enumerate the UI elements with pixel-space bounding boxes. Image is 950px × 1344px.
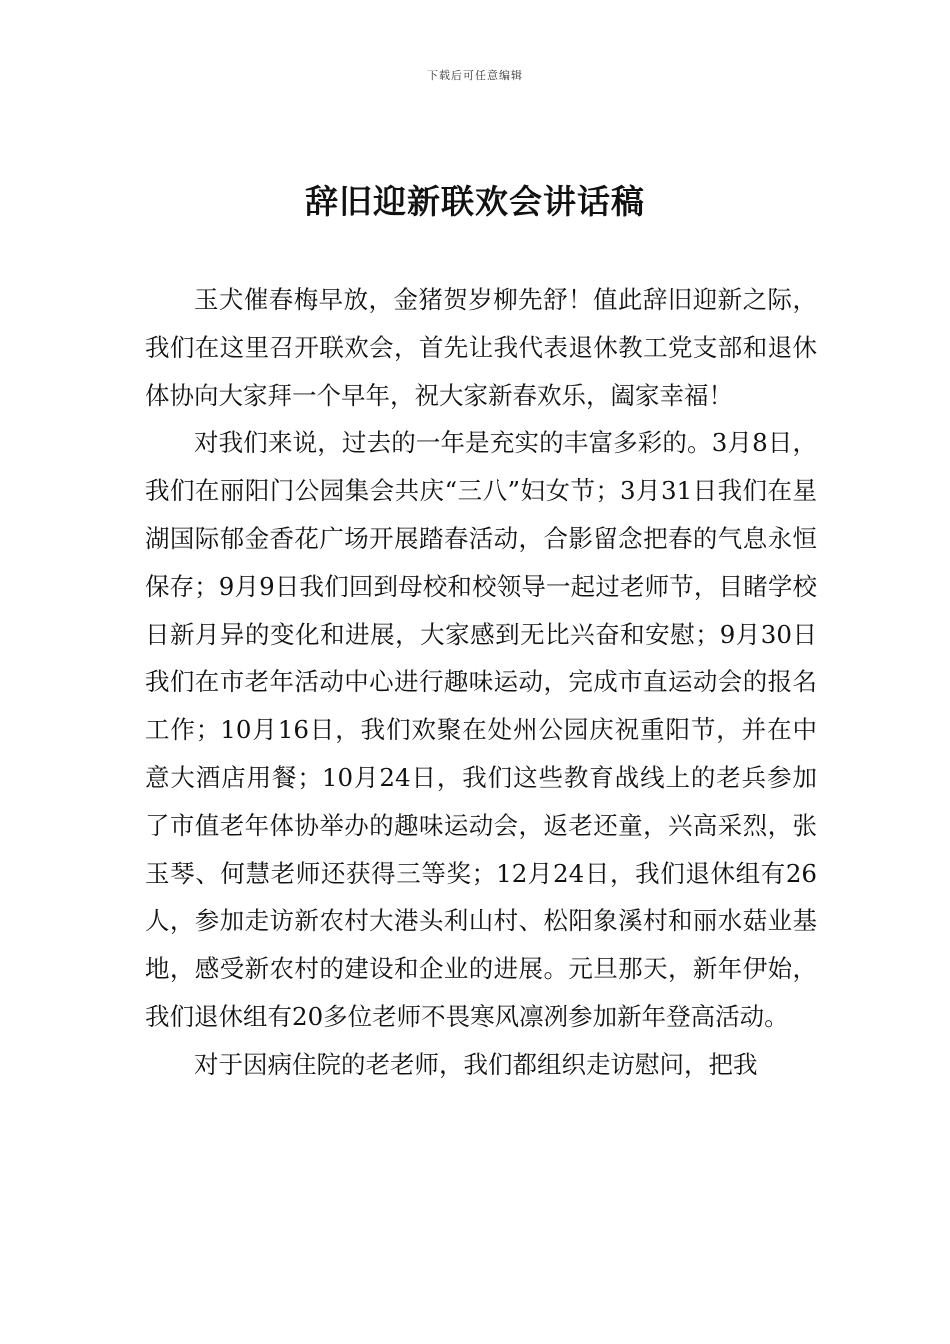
paragraph-opening: 玉犬催春梅早放，金猪贺岁柳先舒！值此辞旧迎新之际，我们在这里召开联欢会，首先让我代表退休教工党支部和退休体协向大家拜一个早年，祝大家新春欢乐，阖家幸福！ [145, 285, 817, 410]
paragraph-activities: 对我们来说，过去的一年是充实的丰富多彩的。3月8日，我们在丽阳门公园集会共庆“三八”妇女节；3月31日我们在星湖国际郁金香花广场开展踏春活动，合影留念把春的气息永恒保存；9月9日我们回到母校和校领导一起过老师节，目睹学校日新月异的变化和进展，大家感到无比兴奋和安慰；9月30日我们在市老年活动中心进行趣味运动，完成市直运动会的报名工作；10月16日，我们欢聚在处州公园庆祝重阳节，并在中意大酒店用餐；10月24日，我们这些教育战线上的老兵参加了市值老年体协举办的趣味运动会，返老还童，兴高采烈，张玉琴、何慧老师还获得三等奖；12月24日，我们退休组有26人，参加走访新农村大港头利山村、松阳象溪村和丽水菇业基地，感受新农村的建设和企业的进展。元旦那天，新年伊始，我们退休组有20多位老师不畏寒风凛冽参加新年登高活动。 [145, 428, 817, 1031]
document-body [145, 276, 817, 1089]
header-note: 下载后可任意编辑 [427, 69, 523, 82]
document-title: 辞旧迎新联欢会讲话稿 [305, 182, 645, 221]
paragraph-visits: 对于因病住院的老老师，我们都组织走访慰问，把我 [194, 1049, 758, 1079]
